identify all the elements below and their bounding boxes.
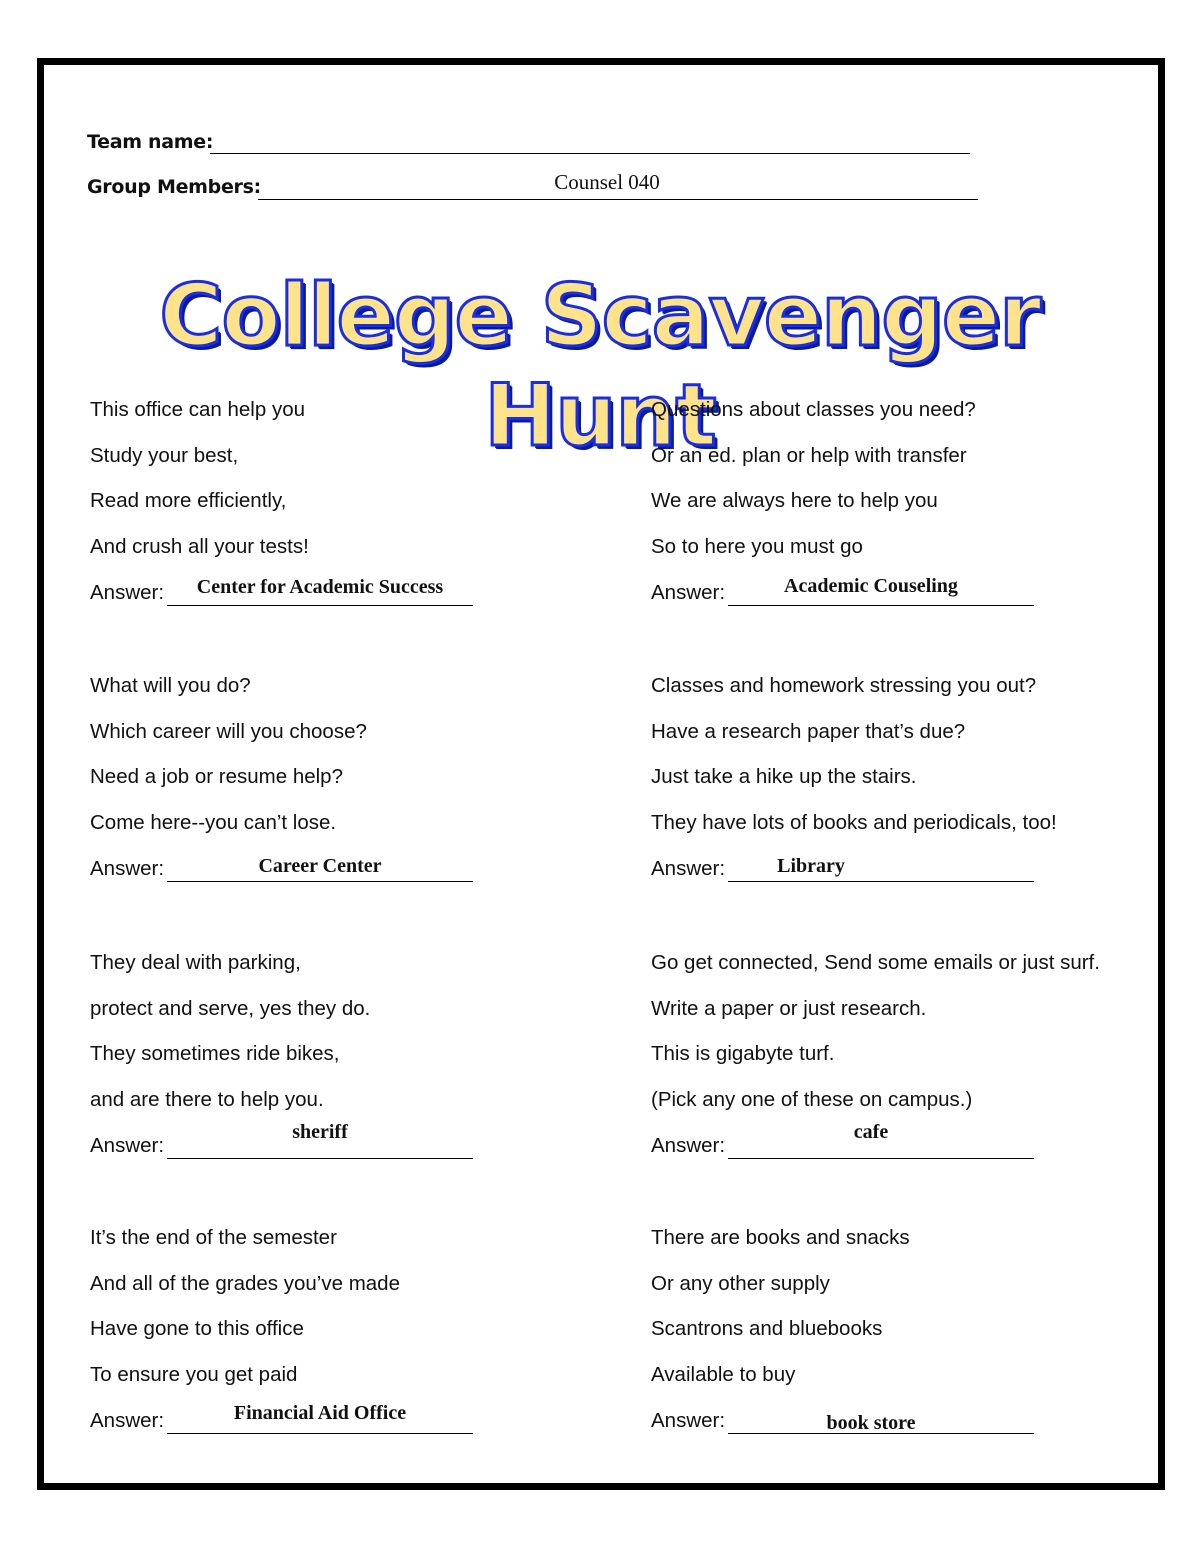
answer-value: cafe xyxy=(853,1121,889,1143)
answer-value: book store xyxy=(826,1412,916,1434)
answer-value: sheriff xyxy=(292,1121,348,1143)
answer-field[interactable] xyxy=(728,605,1034,606)
team-name-field[interactable] xyxy=(210,153,970,154)
riddle-line: and are there to help you. xyxy=(90,1088,324,1111)
riddle-line: They have lots of books and periodicals, too! xyxy=(651,811,1057,834)
riddle-line: Come here--you can’t lose. xyxy=(90,811,337,834)
answer-label: Answer: xyxy=(651,1134,726,1157)
answer-field[interactable] xyxy=(167,1433,473,1434)
team-name-label: Team name: xyxy=(87,131,214,153)
riddle-line: We are always here to help you xyxy=(651,489,938,512)
answer-label: Answer: xyxy=(90,857,165,880)
riddle-line: They sometimes ride bikes, xyxy=(90,1042,340,1065)
riddle-line: Need a job or resume help? xyxy=(90,765,343,788)
answer-label: Answer: xyxy=(90,1134,165,1157)
riddle-line: So to here you must go xyxy=(651,535,863,558)
answer-field[interactable] xyxy=(728,1158,1034,1159)
answer-label: Answer: xyxy=(90,1409,165,1432)
riddle-line: And all of the grades you’ve made xyxy=(90,1272,400,1295)
riddle-line: Have a research paper that’s due? xyxy=(651,720,966,743)
riddle-line: Available to buy xyxy=(651,1363,796,1386)
answer-field[interactable] xyxy=(728,881,1034,882)
group-members-value: Counsel 040 xyxy=(554,170,660,194)
answer-field[interactable] xyxy=(167,605,473,606)
riddle-line: This is gigabyte turf. xyxy=(651,1042,835,1065)
answer-value: Career Center xyxy=(258,855,382,877)
group-members-label: Group Members: xyxy=(87,176,261,198)
riddle-line: And crush all your tests! xyxy=(90,535,309,558)
answer-field[interactable] xyxy=(167,1158,473,1159)
riddle-line: Study your best, xyxy=(90,444,239,467)
page-title: College Scavenger Hunt xyxy=(159,266,1041,466)
riddle-line: Have gone to this office xyxy=(90,1317,304,1340)
riddle-line: protect and serve, yes they do. xyxy=(90,997,371,1020)
riddle-line: Which career will you choose? xyxy=(90,720,367,743)
riddle-line: Or an ed. plan or help with transfer xyxy=(651,444,967,467)
riddle-line: Questions about classes you need? xyxy=(651,398,976,421)
answer-value: Library xyxy=(777,855,845,877)
riddle-line: To ensure you get paid xyxy=(90,1363,298,1386)
answer-value: Financial Aid Office xyxy=(233,1402,407,1424)
riddle-line: There are books and snacks xyxy=(651,1226,910,1249)
riddle-line: Scantrons and bluebooks xyxy=(651,1317,883,1340)
riddle-line: They deal with parking, xyxy=(90,951,301,974)
riddle-line: Write a paper or just research. xyxy=(651,997,927,1020)
riddle-line: Just take a hike up the stairs. xyxy=(651,765,917,788)
answer-value: Academic Couseling xyxy=(784,575,958,597)
answer-label: Answer: xyxy=(90,581,165,604)
answer-label: Answer: xyxy=(651,857,726,880)
riddle-line: Or any other supply xyxy=(651,1272,830,1295)
riddle-line: It’s the end of the semester xyxy=(90,1226,337,1249)
answer-label: Answer: xyxy=(651,1409,726,1432)
riddle-line: What will you do? xyxy=(90,674,251,697)
riddle-line: Go get connected, Send some emails or just surf. xyxy=(651,951,1100,974)
answer-label: Answer: xyxy=(651,581,726,604)
answer-value: Center for Academic Success xyxy=(196,576,444,598)
group-members-field[interactable] xyxy=(258,199,978,200)
answer-field[interactable] xyxy=(167,881,473,882)
riddle-line: This office can help you xyxy=(90,398,305,421)
riddle-line: Read more efficiently, xyxy=(90,489,287,512)
riddle-line: Classes and homework stressing you out? xyxy=(651,674,1037,697)
riddle-line: (Pick any one of these on campus.) xyxy=(651,1088,973,1111)
